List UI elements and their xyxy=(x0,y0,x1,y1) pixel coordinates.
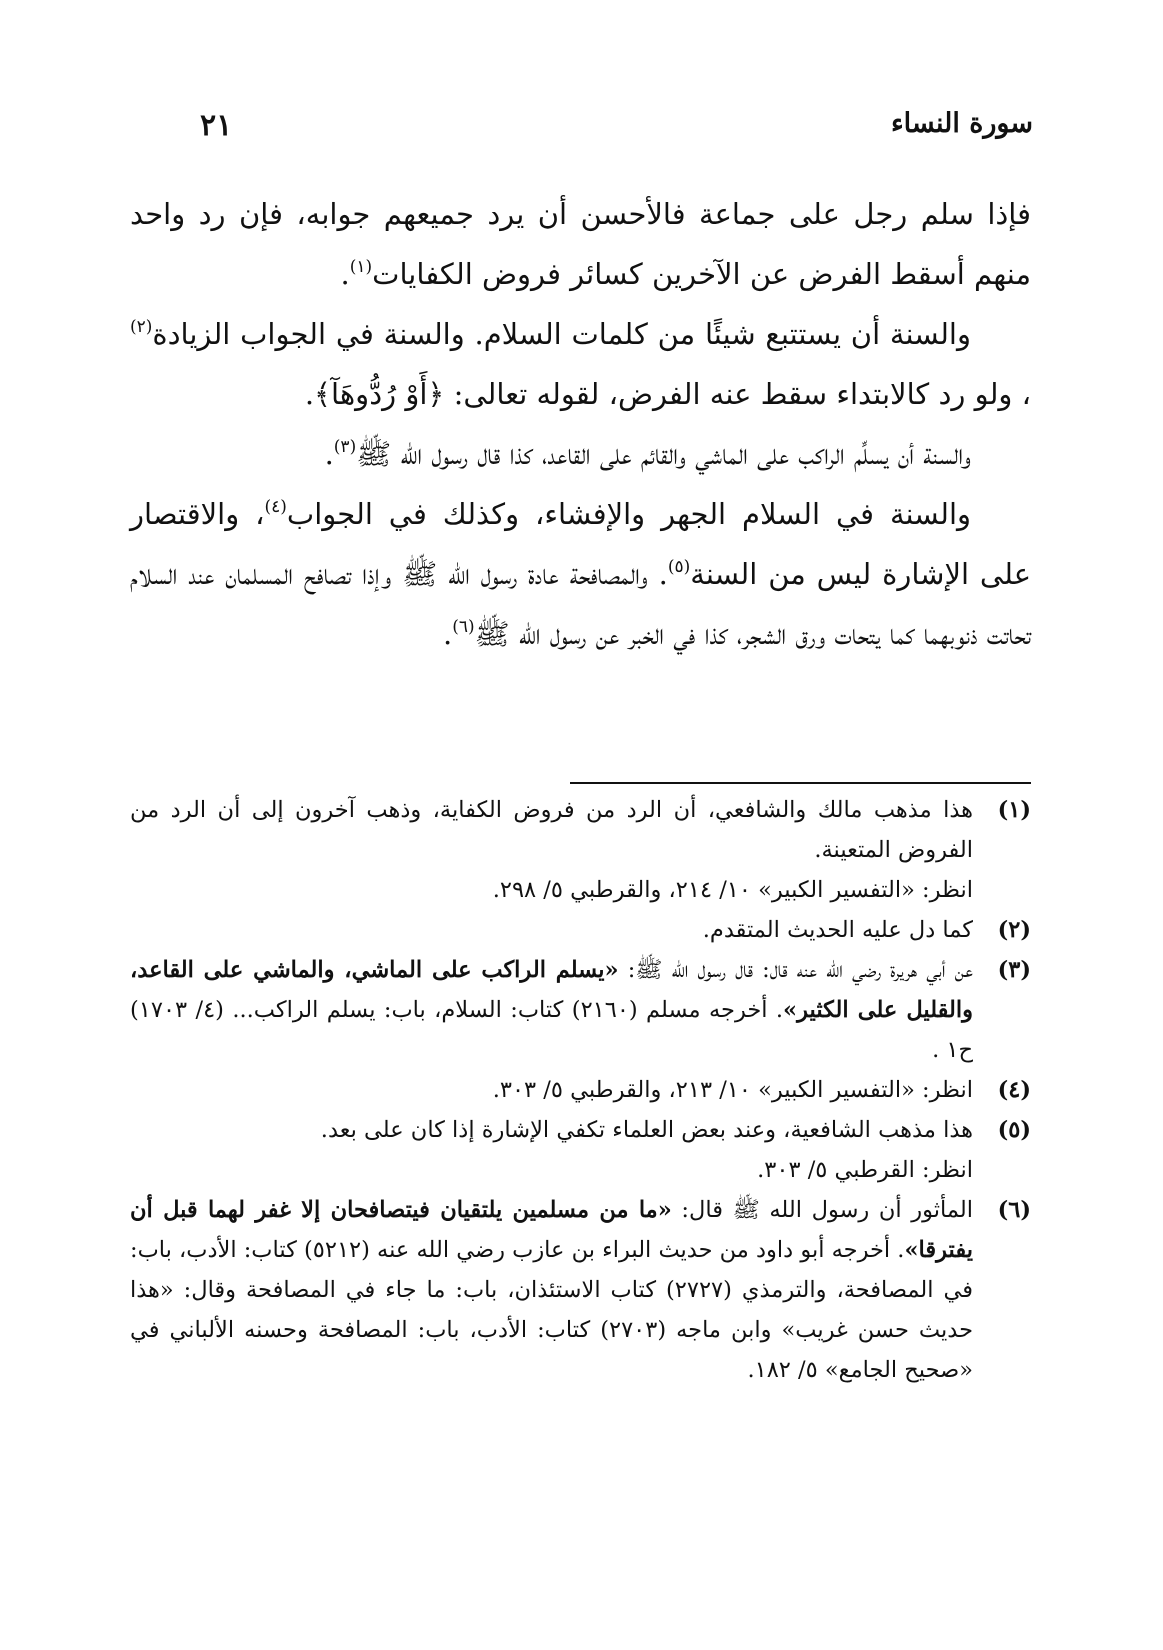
footnote-number: (٦) xyxy=(997,1197,1031,1223)
footnote-6 xyxy=(130,1190,1031,1390)
paragraph-2 xyxy=(130,304,1031,424)
main-text xyxy=(130,184,1031,664)
footnote-number: (٥) xyxy=(997,1117,1031,1143)
footnote-reference: انظر: «التفسير الكبير» ١٠/ ٢١٤، والقرطبي ٥/ ٢٩٨. xyxy=(492,877,973,903)
footnote-number: (٣) xyxy=(997,957,1031,983)
footnote-3 xyxy=(130,950,1031,1070)
page-header xyxy=(200,108,1033,148)
paragraph-text: . xyxy=(324,437,334,471)
paragraph-text: والسنة أن يسلِّم الراكب على الماشي والقائم على القاعد، كذا قال رسول الله ﷺ xyxy=(356,437,971,471)
footnote-number: (١) xyxy=(997,797,1031,823)
paragraph-text: فإذا سلم رجل على جماعة فالأحسن أن يرد جميعهم جوابه، فإن رد واحد منهم أسقط الفرض عن الآخرين كسائر فروض الكفايات xyxy=(130,197,1031,291)
paragraph-3 xyxy=(130,424,1031,484)
hadith-quote: «يسلم الراكب على الماشي، والماشي على القاعد، والقليل على الكثير» xyxy=(130,957,974,1023)
footnote-text: كما دل عليه الحديث المتقدم. xyxy=(702,917,973,943)
footnote-text: هذا مذهب الشافعية، وعند بعض العلماء تكفي الإشارة إذا كان على بعد. xyxy=(320,1117,973,1143)
footnote-ref[interactable]: (٥) xyxy=(667,557,691,577)
surah-title: سورة النساء xyxy=(890,108,1033,139)
footnote-number: (٢) xyxy=(997,917,1031,943)
paragraph-text: . xyxy=(442,617,453,651)
paragraph-4 xyxy=(130,484,1031,664)
footnote-text: . أخرجه مسلم (٢١٦٠) كتاب: السلام، باب: يسلم الراكب... (٤/ ١٧٠٣) ح١ . xyxy=(130,997,973,1063)
footnote-5 xyxy=(130,1110,1031,1190)
footnote-separator xyxy=(570,782,1031,784)
footnote-number: (٤) xyxy=(997,1077,1031,1103)
footnote-text: . أخرجه أبو داود من حديث البراء بن عازب رضي الله عنه (٥٢١٢) كتاب: الأدب، باب: في المصافحة، والترمذي (٢٧٢٧) كتاب الاستئذان، باب: ما جاء في المصافحة وقال: «هذا حديث حسن غريب» وابن ماجه (٢٧٠٣) كتاب: الأدب، باب: المصافحة وحسنه الألباني في «صحيح الجامع» ٥/ ١٨٢. xyxy=(130,1237,973,1383)
footnotes xyxy=(130,790,1031,1390)
paragraph-text: والسنة أن يستتبع شيئًا من كلمات السلام. والسنة في الجواب الزيادة xyxy=(152,317,971,351)
paragraph-text: والسنة في السلام الجهر والإفشاء، وكذلك في الجواب xyxy=(286,497,972,531)
footnote-text: هذا مذهب مالك والشافعي، أن الرد من فروض الكفاية، وذهب آخرون إلى أن الرد من الفروض المتعينة. xyxy=(130,797,973,863)
hadith-quote: «ما من مسلمين يلتقيان فيتصافحان إلا غفر لهما قبل أن يفترقا» xyxy=(130,1197,973,1263)
footnote-ref[interactable]: (٤) xyxy=(264,497,287,517)
page-number: ٢١ xyxy=(200,108,233,143)
footnote-4 xyxy=(130,1070,1031,1110)
paragraph-text: ، ولو رد كالابتداء سقط عنه الفرض، لقوله تعالى: ﴿أَوْ رُدُّوهَآ﴾. xyxy=(304,377,1031,411)
footnote-ref[interactable]: (١) xyxy=(349,257,373,277)
footnote-text: انظر: «التفسير الكبير» ١٠/ ٢١٣، والقرطبي ٥/ ٣٠٣. xyxy=(492,1077,973,1103)
footnote-text: عن أبي هريرة رضي الله عنه قال: قال رسول الله ﷺ: xyxy=(618,957,974,983)
footnote-reference: انظر: القرطبي ٥/ ٣٠٣. xyxy=(757,1157,973,1183)
footnote-ref[interactable]: (٢) xyxy=(130,317,153,337)
footnote-2 xyxy=(130,910,1031,950)
footnote-ref[interactable]: (٣) xyxy=(333,437,357,457)
footnote-ref[interactable]: (٦) xyxy=(452,617,475,637)
footnote-1 xyxy=(130,790,1031,910)
paragraph-text: ، والاقتصار على الإشارة ليس من السنة xyxy=(130,497,1031,591)
paragraph-text: . والمصافحة عادة رسول الله ﷺ وإذا تصافح المسلمان عند السلام تحاتت ذنوبهما كما يتحات ورق الشجر، كذا في الخبر عن رسول الله ﷺ xyxy=(130,557,1031,651)
footnote-text: المأثور أن رسول الله ﷺ قال: xyxy=(671,1197,974,1223)
paragraph-1 xyxy=(130,184,1031,304)
paragraph-text: . xyxy=(340,257,350,291)
